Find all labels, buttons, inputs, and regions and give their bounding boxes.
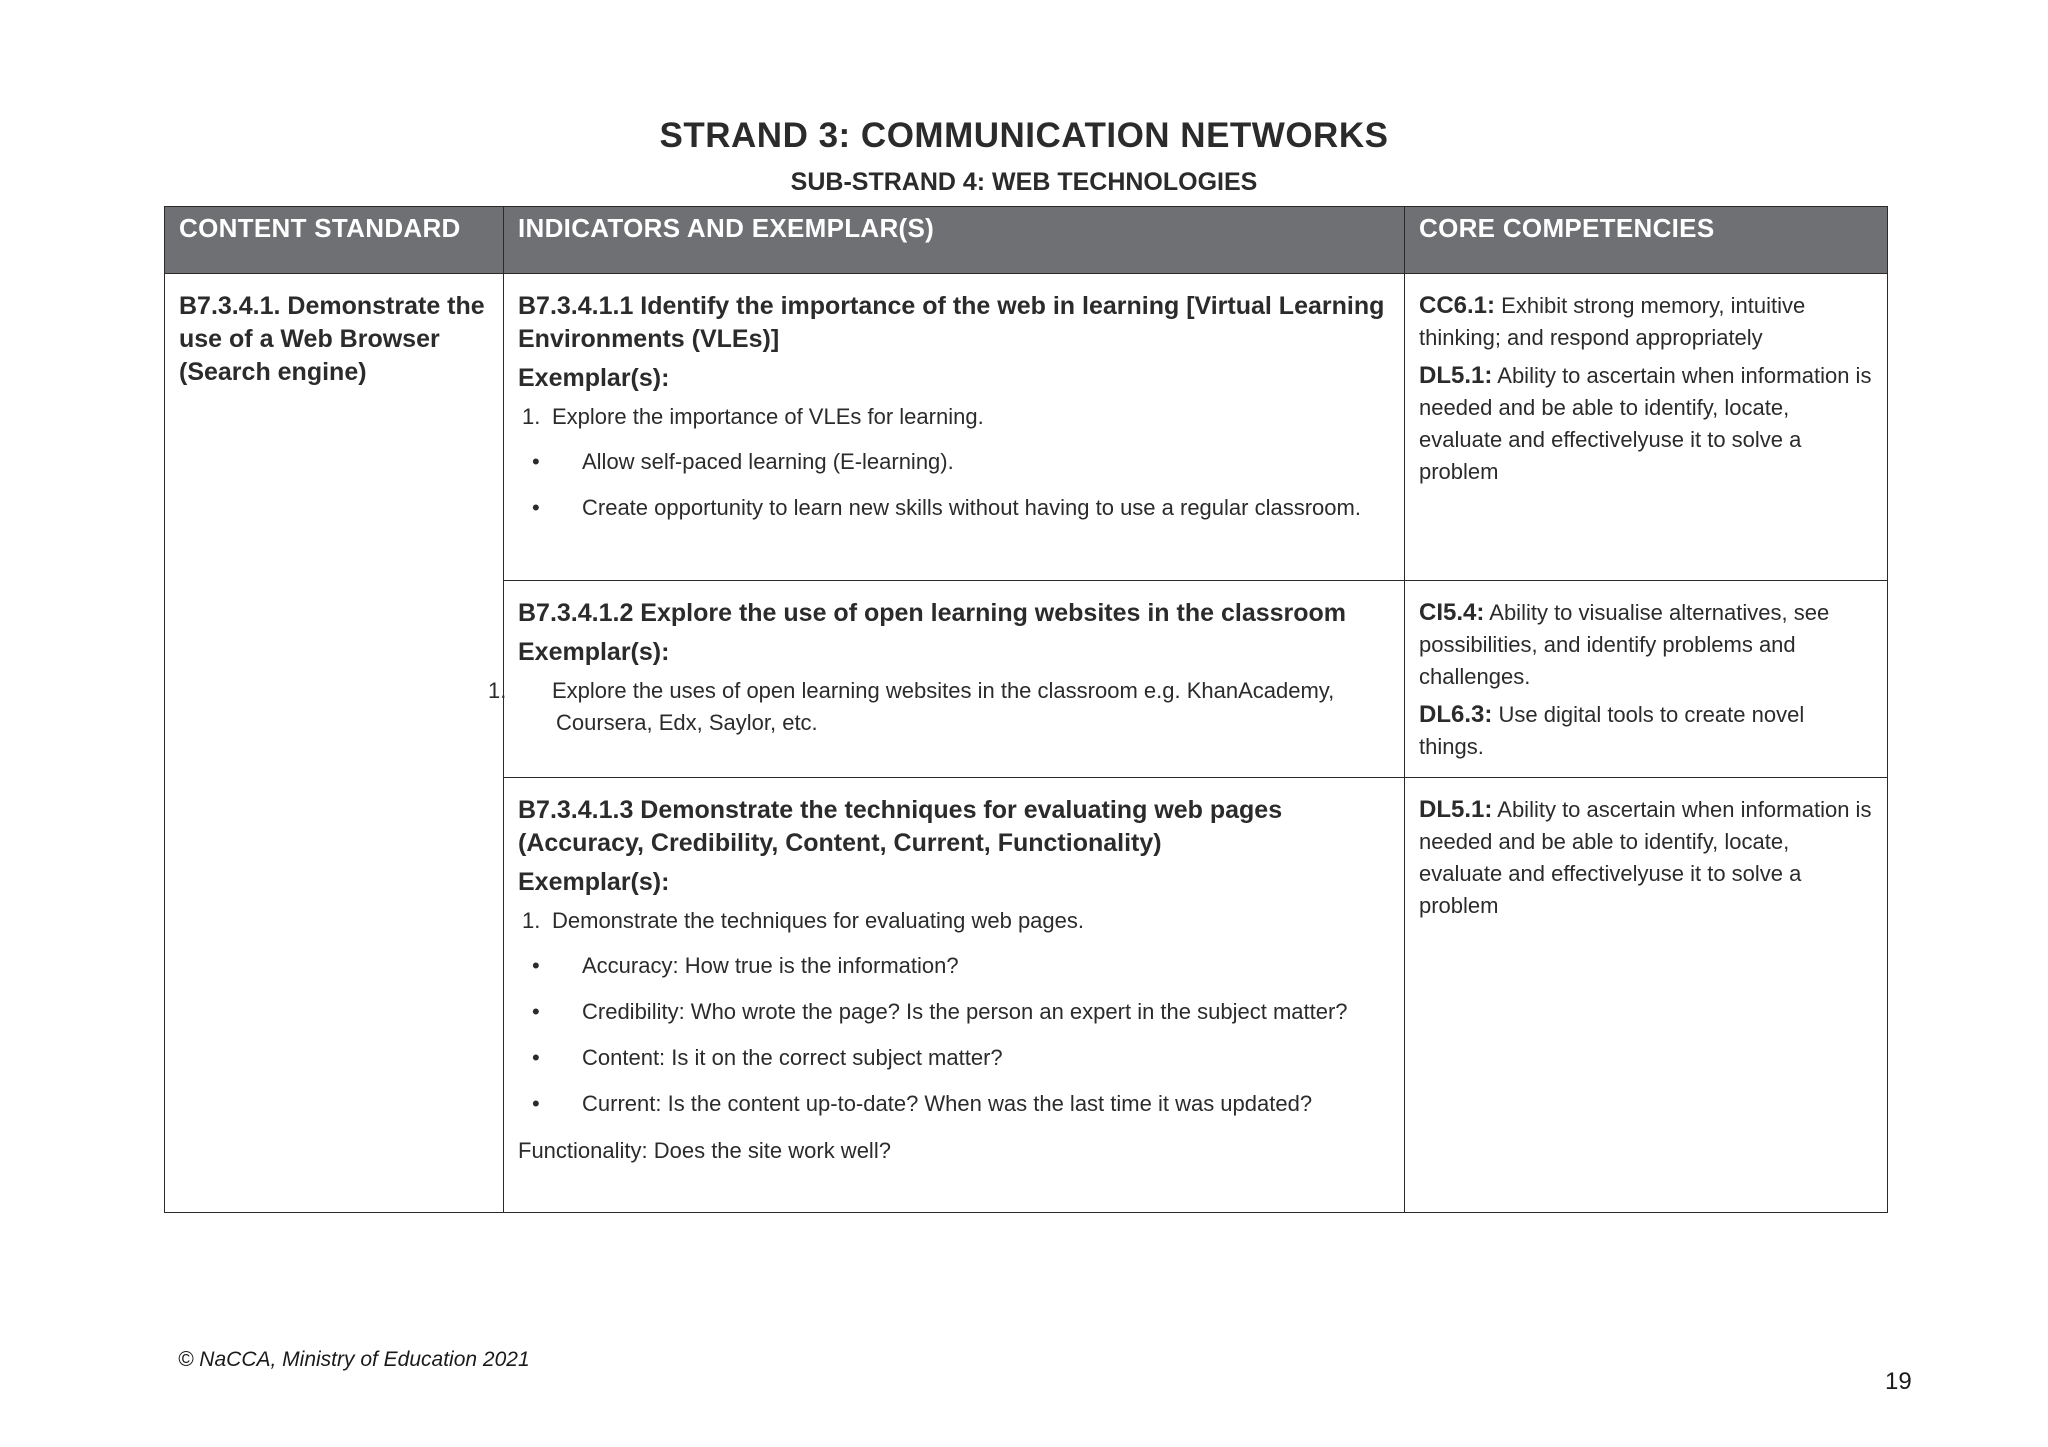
numbered-item (518, 905, 1390, 937)
competency (1419, 794, 1873, 922)
table-row (165, 274, 1888, 581)
competency (1419, 597, 1873, 693)
list-item-text: Allow self-paced learning (E-learning). (582, 449, 954, 474)
numbered-item (518, 401, 1390, 433)
item-text: Explore the importance of VLEs for learning. (552, 404, 984, 429)
competency-text: Ability to visualise alternatives, see possibilities, and identify problems and challenges. (1419, 600, 1830, 689)
competency-text: Exhibit strong memory, intuitive thinking; and respond appropriately (1419, 293, 1806, 350)
list-item-text: Credibility: Who wrote the page? Is the person an expert in the subject matter? (582, 999, 1348, 1024)
item-number: 1. (522, 908, 541, 933)
list-item-text: Content: Is it on the correct subject matter? (582, 1045, 1003, 1070)
item-text: Demonstrate the techniques for evaluating web pages. (552, 908, 1084, 933)
competency-cell (1405, 778, 1888, 1213)
bullet-icon: • (532, 953, 540, 978)
bullet-icon: • (532, 1091, 540, 1116)
competency-cell (1405, 581, 1888, 778)
competency (1419, 290, 1873, 354)
competency (1419, 360, 1873, 488)
exemplar-label: Exemplar(s): (518, 638, 670, 666)
indicator-title: B7.3.4.1.1 Identify the importance of the web in learning [Virtual Learning Environments (VLEs)] (518, 292, 1385, 353)
item-number: 1. (522, 404, 541, 429)
list-item-text: Create opportunity to learn new skills without having to use a regular classroom. (582, 495, 1361, 520)
list-item (518, 1087, 1390, 1121)
exemplar-label: Exemplar(s): (518, 364, 670, 392)
indicator-title: B7.3.4.1.3 Demonstrate the techniques for evaluating web pages (Accuracy, Credibility, Content, Current, Functionality) (518, 796, 1283, 857)
competency-code: CC6.1: (1419, 292, 1496, 319)
list-item (518, 491, 1390, 525)
curriculum-table (164, 206, 1888, 1213)
header-core-competencies: CORE COMPETENCIES (1405, 207, 1888, 274)
list-item-text: Current: Is the content up-to-date? When was the last time it was updated? (582, 1091, 1313, 1116)
competency-text: Ability to ascertain when information is needed and be able to identify, locate, evaluate and effectivelyuse it to solve a problem (1419, 797, 1872, 918)
competency-text: Ability to ascertain when information is needed and be able to identify, locate, evaluate and effectivelyuse it to solve a problem (1419, 363, 1872, 484)
indicator-cell (504, 274, 1405, 581)
exemplar-label: Exemplar(s): (518, 868, 670, 896)
competency (1419, 699, 1873, 763)
content-standard-cell (165, 274, 504, 1213)
competency-code: DL5.1: (1419, 796, 1493, 823)
indicator-title: B7.3.4.1.2 Explore the use of open learning websites in the classroom (518, 599, 1347, 627)
competency-code: DL5.1: (1419, 362, 1493, 389)
bullet-icon: • (532, 999, 540, 1024)
strand-title: STRAND 3: COMMUNICATION NETWORKS (659, 116, 1389, 155)
competency-code: DL6.3: (1419, 701, 1493, 728)
list-item (518, 445, 1390, 479)
list-item (518, 995, 1390, 1029)
list-item (518, 1041, 1390, 1075)
numbered-item (488, 675, 1390, 739)
header-indicators: INDICATORS AND EXEMPLAR(S) (504, 207, 1405, 274)
competency-text: Use digital tools to create novel things. (1419, 702, 1805, 759)
header-content-standard: CONTENT STANDARD (165, 207, 504, 274)
item-text: Explore the uses of open learning websites in the classroom e.g. KhanAcademy, Coursera, Edx, Saylor, etc. (552, 678, 1335, 735)
bullet-icon: • (532, 449, 540, 474)
sub-strand-title: SUB-STRAND 4: WEB TECHNOLOGIES (790, 168, 1258, 196)
page-number: 19 (1885, 1368, 1912, 1395)
indicator-cell (488, 581, 1405, 778)
trailing-item: Functionality: Does the site work well? (518, 1138, 891, 1163)
copyright-footer: © NaCCA, Ministry of Education 2021 (178, 1348, 530, 1371)
content-standard-text: B7.3.4.1. Demonstrate the use of a Web Browser (Search engine) (179, 292, 485, 386)
bullet-icon: • (532, 495, 540, 520)
item-number: 1. (488, 678, 507, 703)
bullet-icon: • (532, 1045, 540, 1070)
competency-code: CI5.4: (1419, 599, 1485, 626)
list-item-text: Accuracy: How true is the information? (582, 953, 959, 978)
table-header-row (165, 207, 1888, 274)
indicator-cell (504, 778, 1405, 1213)
list-item (518, 949, 1390, 983)
competency-cell (1405, 274, 1888, 581)
